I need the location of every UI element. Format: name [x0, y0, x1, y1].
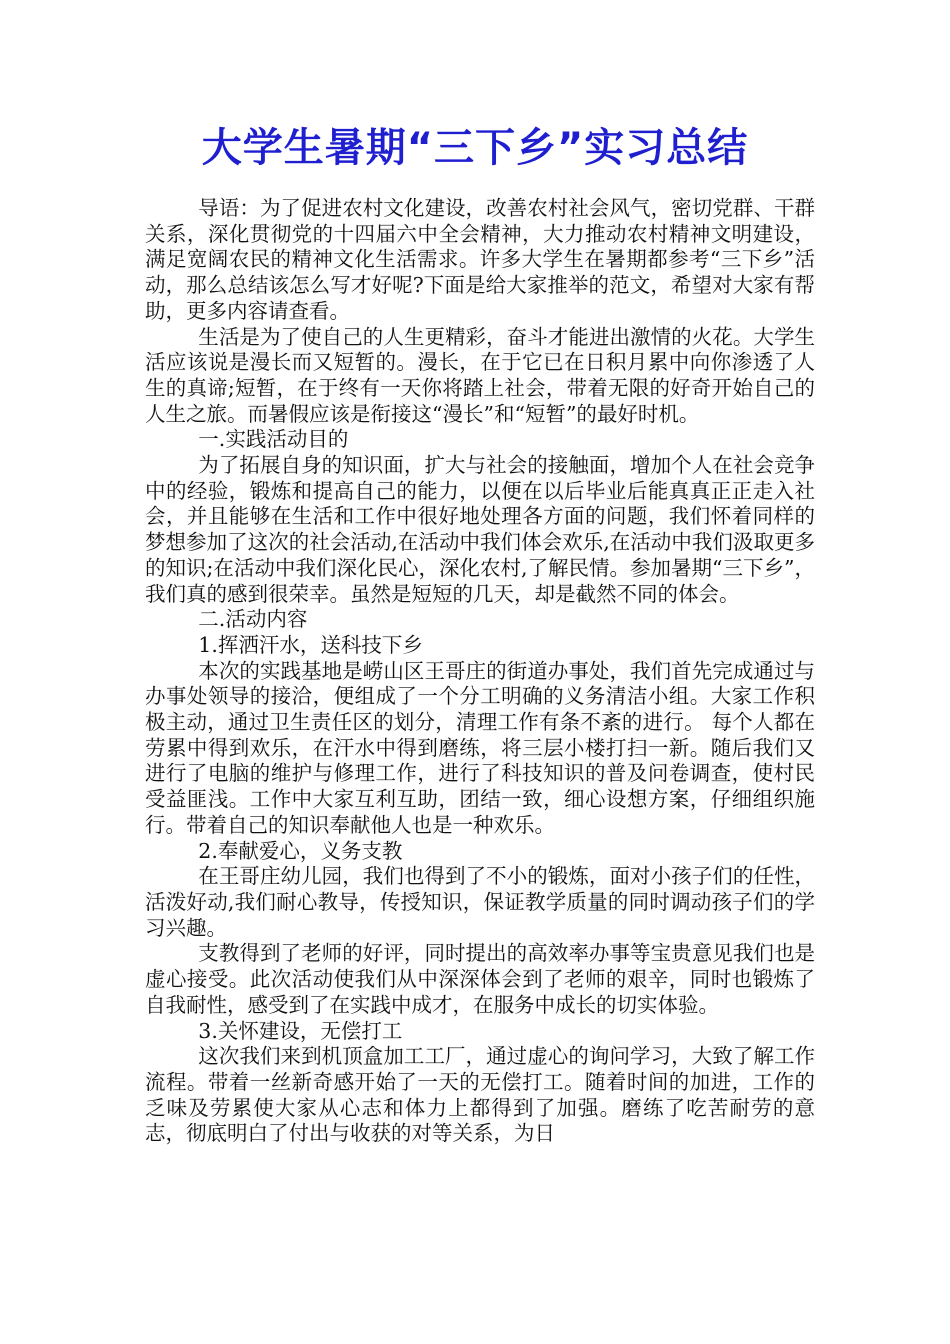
paragraph-work: 这次我们来到机顶盒加工工厂，通过虚心的询问学习，大致了解工作流程。带着一丝新奇感开始了一天的无偿打工。随着时间的加进，工作的乏味及劳累使大家从心志和体力上都得到了加强。磨练了吃苦耐劳的意志，彻底明白了付出与收获的对等关系，为日: [145, 1044, 815, 1146]
section-heading-content: 二.活动内容: [198, 607, 308, 632]
subheading-work: 3.关怀建设，无偿打工: [198, 1018, 403, 1043]
paragraph-teaching-2: 支教得到了老师的好评，同时提出的高效率办事等宝贵意见我们也是虚心接受。此次活动使我们从中深深体会到了老师的艰辛，同时也锻炼了自我耐性，感受到了在实践中成才，在服务中成长的切实体验。: [145, 941, 815, 1017]
document-body: [145, 196, 815, 1147]
paragraph-intro: 导语：为了促进农村文化建设，改善农村社会风气，密切党群、干群关系，深化贯彻党的十四届六中全会精神，大力推动农村精神文明建设，满足宽阔农民的精神文化生活需求。许多大学生在暑期都参考“三下乡”活动，那么总结该怎么写才好呢?下面是给大家推举的范文，希望对大家有帮助，更多内容请查看。: [145, 196, 815, 323]
subheading-tech: 1.挥洒汗水，送科技下乡: [198, 632, 423, 657]
paragraph-life: 生活是为了使自己的人生更精彩，奋斗才能进出激情的火花。大学生活应该说是漫长而又短暂的。漫长，在于它已在日积月累中向你渗透了人生的真谛;短暂，在于终有一天你将踏上社会，带着无限的好奇开始自己的人生之旅。而暑假应该是衔接这“漫长”和“短暂”的最好时机。: [145, 324, 815, 426]
paragraph-tech: 本次的实践基地是崂山区王哥庄的街道办事处，我们首先完成通过与办事处领导的接洽，便组成了一个分工明确的义务清洁小组。大家工作积极主动，通过卫生责任区的划分，清理工作有条不紊的进行。 每个人都在劳累中得到欢乐，在汗水中得到磨练，将三层小楼打扫一新。随后我们又进行了电脑的维护与修理工作，进行了科技知识的普及问卷调查，使村民受益匪浅。工作中大家互利互助，团结一致，细心设想方案，仔细组织施行。带着自己的知识奉献他人也是一种欢乐。: [145, 658, 815, 837]
subheading-teaching: 2.奉献爱心，义务支教: [198, 838, 403, 863]
paragraph-purpose: 为了拓展自身的知识面，扩大与社会的接触面，增加个人在社会竞争中的经验，锻炼和提高自己的能力，以便在以后毕业后能真真正正走入社会，并且能够在生活和工作中很好地处理各方面的问题，我们怀着同样的梦想参加了这次的社会活动,在活动中我们体会欢乐,在活动中我们汲取更多的知识;在活动中我们深化民心，深化农村,了解民情。参加暑期“三下乡”，我们真的感到很荣幸。虽然是短短的几天，却是截然不同的体会。: [145, 453, 815, 606]
paragraph-teaching-1: 在王哥庄幼儿园，我们也得到了不小的锻炼，面对小孩子们的任性，活泼好动,我们耐心教导，传授知识，保证教学质量的同时调动孩子们的学习兴趣。: [145, 864, 815, 940]
section-heading-purpose: 一.实践活动目的: [198, 427, 349, 452]
document-title: 大学生暑期“三下乡”实习总结: [201, 125, 749, 171]
